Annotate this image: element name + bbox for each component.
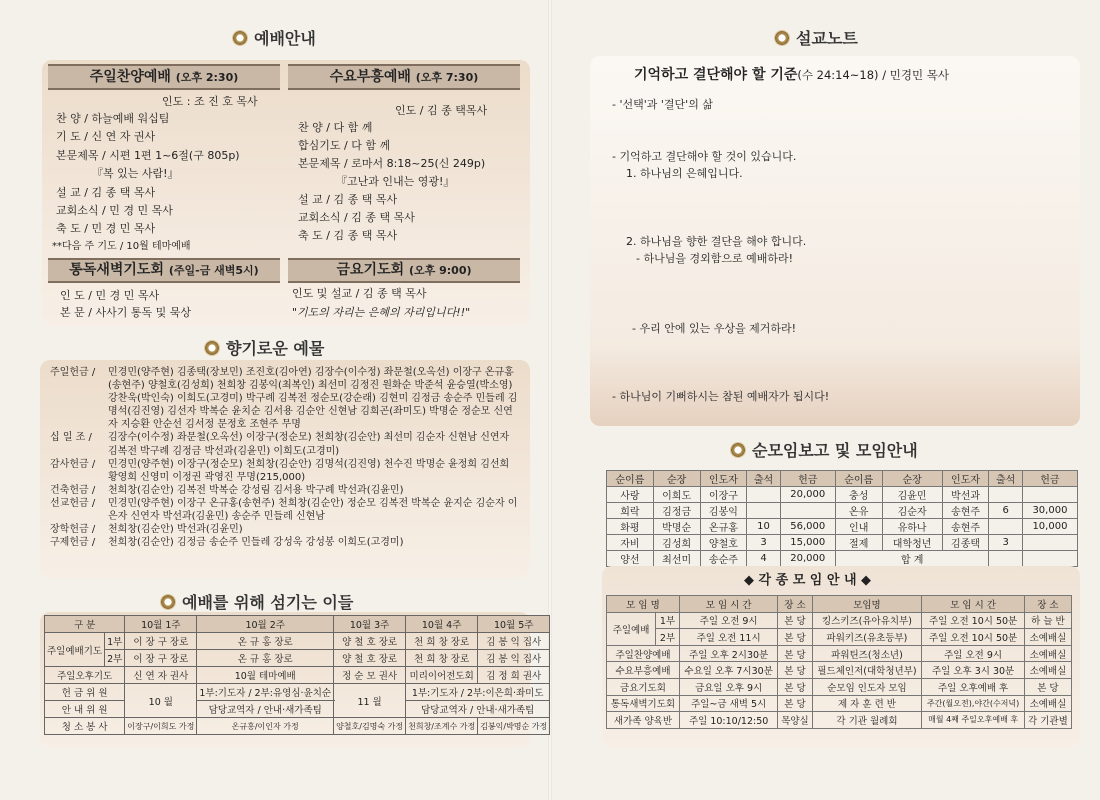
note-line: 1. 하나님의 은혜입니다.	[626, 167, 743, 180]
header-cell: 10월 2주	[197, 616, 334, 633]
table-cell: 김정금	[653, 503, 700, 519]
table-row	[607, 519, 1078, 535]
table-cell: 양철호	[700, 535, 747, 551]
table-cell: 절제	[835, 535, 882, 551]
sunday-preacher: 설 교 / 김 종 택 목사	[56, 186, 156, 199]
servers-title-text: 예배를 위해 섬기는 이들	[182, 593, 354, 612]
wednesday-benediction: 축 도 / 김 종 택 목사	[298, 229, 398, 242]
table-cell: 20,000	[780, 551, 835, 567]
table-row	[607, 629, 1072, 646]
table-cell: 이 장 구 장로	[125, 650, 197, 667]
sun-icon	[232, 30, 248, 46]
table-cell: 김종택	[942, 535, 989, 551]
table-cell: 송현주	[942, 503, 989, 519]
cell-header-row	[607, 471, 1078, 487]
table-cell: 1부:기도자 / 2부:이은희·좌미도	[406, 684, 550, 701]
servers-header-row	[45, 616, 550, 633]
table-cell: 정 순 모 권사	[334, 667, 406, 684]
table-cell: 주일 오전 10시 50분	[922, 629, 1025, 646]
table-cell: 10월 테마예배	[197, 667, 334, 684]
table-cell: 이 장 구 장로	[125, 633, 197, 650]
offering-label: 구제헌금 /	[50, 537, 96, 549]
table-row	[45, 718, 550, 735]
sermon-section-title	[774, 26, 858, 49]
table-cell	[989, 519, 1022, 535]
dawn-prayer-name: 통독새벽기도회	[69, 262, 164, 278]
meetings-header-row	[607, 596, 1072, 613]
offering-names: 천희창(김순안) 김복전 박복순 강성림 김서용 박구례 박선과(김윤민)	[108, 484, 404, 496]
row-label: 주일예배기도	[45, 633, 105, 667]
table-cell: 매월 4째 주일오후예배 후	[922, 712, 1025, 729]
header-cell: 모 임 명	[607, 596, 680, 613]
table-cell: 김 봉 익 집사	[478, 633, 550, 650]
friday-prayer-bar	[288, 258, 520, 283]
wednesday-announcements: 교회소식 / 김 종 택 목사	[298, 211, 415, 224]
table-cell	[780, 503, 835, 519]
table-cell: 본 당	[1024, 678, 1071, 695]
dawn-prayer-bar	[48, 258, 280, 283]
cell-title-text: 순모임보고 및 모임안내	[752, 441, 918, 460]
table-cell: 3	[747, 535, 780, 551]
table-cell: 목양실	[778, 712, 812, 729]
header-cell: 10월 5주	[478, 616, 550, 633]
wednesday-service-bar	[288, 64, 520, 90]
wednesday-praise: 찬 양 / 다 함 께	[298, 121, 373, 134]
offering-thanks	[50, 458, 522, 484]
table-row	[607, 612, 1072, 629]
offering-names: 민경민(양주현) 김종택(장보민) 조진호(김아연) 김장수(이수정) 좌문철(오옥선) 이장구 온규홍(송현주) 양철호(김성희) 천희창 김봉익(최복인) 최선미 김정진 원화순 박준석 윤승열(박소영) 강찬욱(박인숙) 이희도(고경미) 박구례 김복전 정순모(강순래) 김현미 김정금 송순주 민들레 김명석(김진영) 김선자 박복순 윤치순 김서용 김순안 신현남 김희곤(좌미도) 박명순 정순모 신연자 지승환 안순선 김서정 문정호 조현주 무명	[108, 367, 518, 431]
table-cell: 자비	[607, 535, 654, 551]
dawn-leader: 인 도 / 민 경 민 목사	[60, 289, 160, 302]
sunday-service-time: (오후 2:30)	[175, 71, 239, 84]
header-cell: 10월 3주	[334, 616, 406, 633]
table-cell: 본 당	[778, 629, 812, 646]
table-cell: 주일 오전 10시 50분	[922, 612, 1025, 629]
table-cell: 하 늘 반	[1024, 612, 1071, 629]
offering-tithe	[50, 431, 522, 457]
sunday-praise: 찬 양 / 하늘예배 워십팀	[56, 112, 170, 125]
sunday-leader: 인도 : 조 진 호 목사	[162, 95, 258, 108]
meeting-name: 수요부흥예배	[607, 662, 680, 679]
table-cell: 10,000	[1022, 519, 1077, 535]
meetings-title: ◆ 각 종 모 임 안 내 ◆	[744, 573, 872, 588]
table-cell: 인내	[835, 519, 882, 535]
table-cell: 6	[989, 503, 1022, 519]
sunday-scripture: 본문제목 / 시편 1편 1~6절(구 805p)	[56, 149, 240, 162]
header-cell: 인도자	[942, 471, 989, 487]
table-cell: 56,000	[780, 519, 835, 535]
wednesday-service-name: 수요부흥예배	[329, 69, 411, 85]
meeting-name: 주일예배	[607, 612, 656, 645]
meeting-name: 통독새벽기도회	[607, 695, 680, 712]
table-cell: 온 규 홍 장로	[197, 650, 334, 667]
table-row	[45, 667, 550, 684]
right-page	[550, 0, 1100, 800]
table-cell: 사랑	[607, 487, 654, 503]
table-cell: 주일~금 새벽 5시	[679, 695, 777, 712]
table-cell: 온규홍	[700, 519, 747, 535]
table-cell: 이희도	[653, 487, 700, 503]
cell-report-table	[606, 470, 1078, 567]
table-cell: 파워틴즈(청소년)	[812, 645, 922, 662]
table-cell: 이장구/이희도 가정	[125, 718, 197, 735]
table-cell: 본 당	[778, 612, 812, 629]
table-row	[607, 551, 1078, 567]
table-cell: 주일 오후 2시30분	[679, 645, 777, 662]
table-cell: 순모임 인도자 모임	[812, 678, 922, 695]
table-cell: 주일 오전 11시	[679, 629, 777, 646]
header-cell: 모 임 시 간	[679, 596, 777, 613]
row-label: 청 소 봉 사	[45, 718, 125, 735]
offering-names: 천희창(김순안) 박선과(김윤민)	[108, 524, 243, 536]
offering-label: 선교헌금 /	[50, 497, 96, 509]
table-cell: 천희창/조계수 가정	[406, 718, 478, 735]
next-week-prayer: **다음 주 기도 / 10월 테마예배	[52, 241, 191, 252]
note-line: - 하나님이 기뻐하시는 참된 예배자가 됩시다!	[612, 390, 830, 403]
note-line: 2. 하나님을 향한 결단을 해야 합니다.	[626, 235, 807, 248]
offering-names: 김장수(이수정) 좌문철(오옥선) 이장구(정순모) 천희창(김순안) 최선미 김순자 신현남 신연자 김복전 박구례 김정금 박선과(김윤민) 이희도(고경미)	[108, 432, 510, 457]
table-cell: 송현주	[942, 519, 989, 535]
table-cell: 금요일 오후 9시	[679, 678, 777, 695]
cell-section-title	[730, 438, 918, 461]
table-cell: 김순자	[882, 503, 942, 519]
header-cell: 순장	[653, 471, 700, 487]
table-cell: 대학청년	[882, 535, 942, 551]
table-cell: 소예배실	[1024, 629, 1071, 646]
table-cell: 소예배실	[1024, 695, 1071, 712]
row-label: 헌 금 위 원	[45, 684, 125, 701]
table-cell: 주일 오전 9시	[922, 645, 1025, 662]
sub-label: 1부	[105, 633, 125, 650]
table-cell	[1022, 535, 1077, 551]
table-cell: 킹스키즈(유아유치부)	[812, 612, 922, 629]
table-cell: 최선미	[653, 551, 700, 567]
table-row	[607, 535, 1078, 551]
table-cell: 제 자 훈 련 반	[812, 695, 922, 712]
table-row	[45, 650, 550, 667]
table-cell: 주일 10:10/12:50	[679, 712, 777, 729]
table-cell: 4	[747, 551, 780, 567]
offering-relief	[50, 536, 522, 549]
table-cell	[1022, 551, 1077, 567]
wednesday-service-time: (오후 7:30)	[415, 71, 479, 84]
header-cell: 10월 1주	[125, 616, 197, 633]
table-cell	[989, 487, 1022, 503]
table-cell: 희락	[607, 503, 654, 519]
dawn-prayer-time: (주일-금 새벽5시)	[168, 264, 259, 277]
sunday-benediction: 축 도 / 민 경 민 목사	[56, 222, 156, 235]
table-row	[45, 701, 550, 718]
table-cell	[989, 551, 1022, 567]
table-row	[607, 503, 1078, 519]
month-label: 11 월	[334, 684, 406, 718]
table-cell: 유하나	[882, 519, 942, 535]
table-cell: 미리이어전도회	[406, 667, 478, 684]
meeting-name: 주일찬양예배	[607, 645, 680, 662]
dawn-scripture: 본 문 / 사사기 통독 및 묵상	[60, 306, 191, 319]
table-cell: 3	[989, 535, 1022, 551]
table-row	[45, 684, 550, 701]
offering-building	[50, 484, 522, 497]
row-label: 주일오후기도	[45, 667, 125, 684]
table-cell: 충성	[835, 487, 882, 503]
sun-icon	[204, 340, 220, 356]
sun-icon	[160, 594, 176, 610]
table-cell: 수요일 오후 7시30분	[679, 662, 777, 679]
table-cell: 주간(월오전),야간(수저녁)	[922, 695, 1025, 712]
wednesday-preacher: 설 교 / 김 종 택 목사	[298, 193, 398, 206]
table-cell	[747, 503, 780, 519]
table-cell: 각 기관 월례회	[812, 712, 922, 729]
table-cell: 30,000	[1022, 503, 1077, 519]
table-cell	[747, 487, 780, 503]
table-cell: 화평	[607, 519, 654, 535]
wednesday-prayer: 합심기도 / 다 함 께	[298, 139, 391, 152]
table-row	[607, 678, 1072, 695]
table-cell: 양 철 호 장로	[334, 633, 406, 650]
table-cell: 김 봉 익 집사	[478, 650, 550, 667]
table-cell: 온 규 홍 장로	[197, 633, 334, 650]
friday-motto: "기도의 자리는 은혜의 자리입니다!!"	[292, 306, 471, 319]
note-line: - 우리 안에 있는 우상을 제거하라!	[632, 322, 796, 335]
header-cell: 헌금	[780, 471, 835, 487]
sermon-heading: 기억하고 결단해야 할 기준	[634, 67, 798, 83]
table-cell: 15,000	[780, 535, 835, 551]
sermon-heading-line	[634, 66, 949, 84]
sunday-prayer: 기 도 / 신 연 자 권사	[56, 130, 156, 143]
table-cell: 주일 오후 3시 30분	[922, 662, 1025, 679]
header-cell: 순장	[882, 471, 942, 487]
table-row	[607, 695, 1072, 712]
offering-label: 주일헌금 /	[50, 367, 96, 378]
table-cell: 본 당	[778, 695, 812, 712]
header-cell: 순이름	[835, 471, 882, 487]
table-cell: 양선	[607, 551, 654, 567]
meeting-name: 금요기도회	[607, 678, 680, 695]
table-cell: 신 연 자 권사	[125, 667, 197, 684]
table-cell: 필드체인저(대학청년부)	[812, 662, 922, 679]
note-line: - '선택'과 '결단'의 삶	[612, 98, 713, 111]
sermon-reference: (수 24:14~18) / 민경민 목사	[797, 68, 949, 82]
table-cell: 김윤민	[882, 487, 942, 503]
note-line: - 기억하고 결단해야 할 것이 있습니다.	[612, 150, 797, 163]
meeting-name: 새가족 양육반	[607, 712, 680, 729]
table-row	[607, 712, 1072, 729]
servers-table	[44, 615, 550, 735]
friday-prayer-name: 금요기도회	[336, 262, 405, 278]
meetings-table	[606, 595, 1072, 729]
offering-mission	[50, 497, 522, 523]
table-cell: 주일 오전 9시	[679, 612, 777, 629]
offering-sunday	[50, 366, 522, 431]
table-cell: 담당교역자 / 안내·새가족팀	[197, 701, 334, 718]
friday-prayer-time: (오후 9:00)	[409, 264, 472, 277]
offering-names: 민경민(양주현) 이장구(정순모) 천희창(김순안) 김명석(김진영) 천수진 박명순 윤정희 김선희 황영희 신영미 이정권 곽영진 무명(215,000)	[108, 458, 510, 483]
table-cell: 본 당	[778, 678, 812, 695]
table-cell: 김성희	[653, 535, 700, 551]
offering-names: 민경민(양주현) 이장구 온규홍(송현주) 천희창(김순안) 정순모 김복전 박복순 윤지순 김순자 이은자 신연자 박선과(김윤민) 송순주 민들레 신현남	[108, 497, 518, 523]
servers-section-title	[160, 590, 353, 613]
sunday-service-bar	[48, 64, 280, 90]
table-cell: 소예배실	[1024, 645, 1071, 662]
note-line: - 하나님을 경외함으로 예배하라!	[636, 252, 794, 265]
table-cell: 주일 오후예배 후	[922, 678, 1025, 695]
table-cell: 박명순	[653, 519, 700, 535]
table-cell: 천 희 창 장로	[406, 633, 478, 650]
sun-icon	[730, 442, 746, 458]
offering-label: 감사헌금 /	[50, 458, 96, 470]
offering-label: 십 일 조 /	[50, 432, 92, 444]
header-cell: 인도자	[700, 471, 747, 487]
wednesday-sermon-title: 『고난과 인내는 영광!』	[336, 175, 455, 188]
header-cell: 출석	[989, 471, 1022, 487]
sun-icon	[774, 30, 790, 46]
header-cell: 장 소	[1024, 596, 1071, 613]
month-label: 10 월	[125, 684, 197, 718]
table-cell: 온규홍/이인자 가정	[197, 718, 334, 735]
sunday-sermon-title: 『복 있는 사람!』	[92, 167, 179, 180]
table-cell: 1부:기도자 / 2부:유영심·윤치순	[197, 684, 334, 701]
table-cell: 박선과	[942, 487, 989, 503]
table-cell: 본 당	[778, 662, 812, 679]
table-cell: 담당교역자 / 안내·새가족팀	[406, 701, 550, 718]
table-cell: 양 철 호 장로	[334, 650, 406, 667]
header-cell: 구 분	[45, 616, 125, 633]
header-cell: 10월 4주	[406, 616, 478, 633]
table-cell: 김 정 희 권사	[478, 667, 550, 684]
sunday-announcements: 교회소식 / 민 경 민 목사	[56, 204, 173, 217]
table-cell: 김봉익	[700, 503, 747, 519]
offering-names: 천희창(김순안) 김정금 송순주 민들레 강성욱 강성봉 이희도(고경미)	[108, 537, 404, 549]
table-row	[607, 662, 1072, 679]
offering-scholarship	[50, 523, 522, 536]
row-label: 안 내 위 원	[45, 701, 125, 718]
table-cell: 김봉익/박명순 가정	[478, 718, 550, 735]
header-cell: 출석	[747, 471, 780, 487]
sunday-service-name: 주일찬양예배	[89, 69, 171, 85]
table-cell: 천 희 창 장로	[406, 650, 478, 667]
header-cell: 모임명	[812, 596, 922, 613]
offering-label: 건축헌금 /	[50, 484, 96, 496]
worship-section-title	[232, 26, 316, 49]
total-label: 합 계	[835, 551, 989, 567]
table-cell: 10	[747, 519, 780, 535]
table-cell: 온유	[835, 503, 882, 519]
wednesday-leader: 인도 / 김 종 택목사	[395, 104, 488, 117]
header-cell: 헌금	[1022, 471, 1077, 487]
table-cell: 파워키즈(유초등부)	[812, 629, 922, 646]
offering-label: 장학헌금 /	[50, 524, 96, 536]
friday-leader: 인도 및 설교 / 김 종 택 목사	[292, 287, 427, 300]
table-cell: 20,000	[780, 487, 835, 503]
wednesday-scripture: 본문제목 / 로마서 8:18~25(신 249p)	[298, 157, 486, 170]
table-cell: 각 기관별	[1024, 712, 1071, 729]
table-cell: 소예배실	[1024, 662, 1071, 679]
table-cell: 이장구	[700, 487, 747, 503]
table-cell	[1022, 487, 1077, 503]
header-cell: 순이름	[607, 471, 654, 487]
offering-list	[50, 366, 522, 549]
table-row	[45, 633, 550, 650]
header-cell: 모 임 시 간	[922, 596, 1025, 613]
sermon-title-text: 설교노트	[796, 29, 858, 48]
table-row	[607, 487, 1078, 503]
sub-label: 2부	[105, 650, 125, 667]
offering-section-title	[204, 336, 324, 359]
header-cell: 장 소	[778, 596, 812, 613]
table-cell: 본 당	[778, 645, 812, 662]
table-cell: 양철호/김명숙 가정	[334, 718, 406, 735]
table-cell: 송순주	[700, 551, 747, 567]
worship-title-text: 예배안내	[254, 29, 316, 48]
offering-title-text: 향기로운 예물	[226, 339, 325, 358]
sub-label: 1부	[656, 612, 680, 629]
table-row	[607, 645, 1072, 662]
sub-label: 2부	[656, 629, 680, 646]
